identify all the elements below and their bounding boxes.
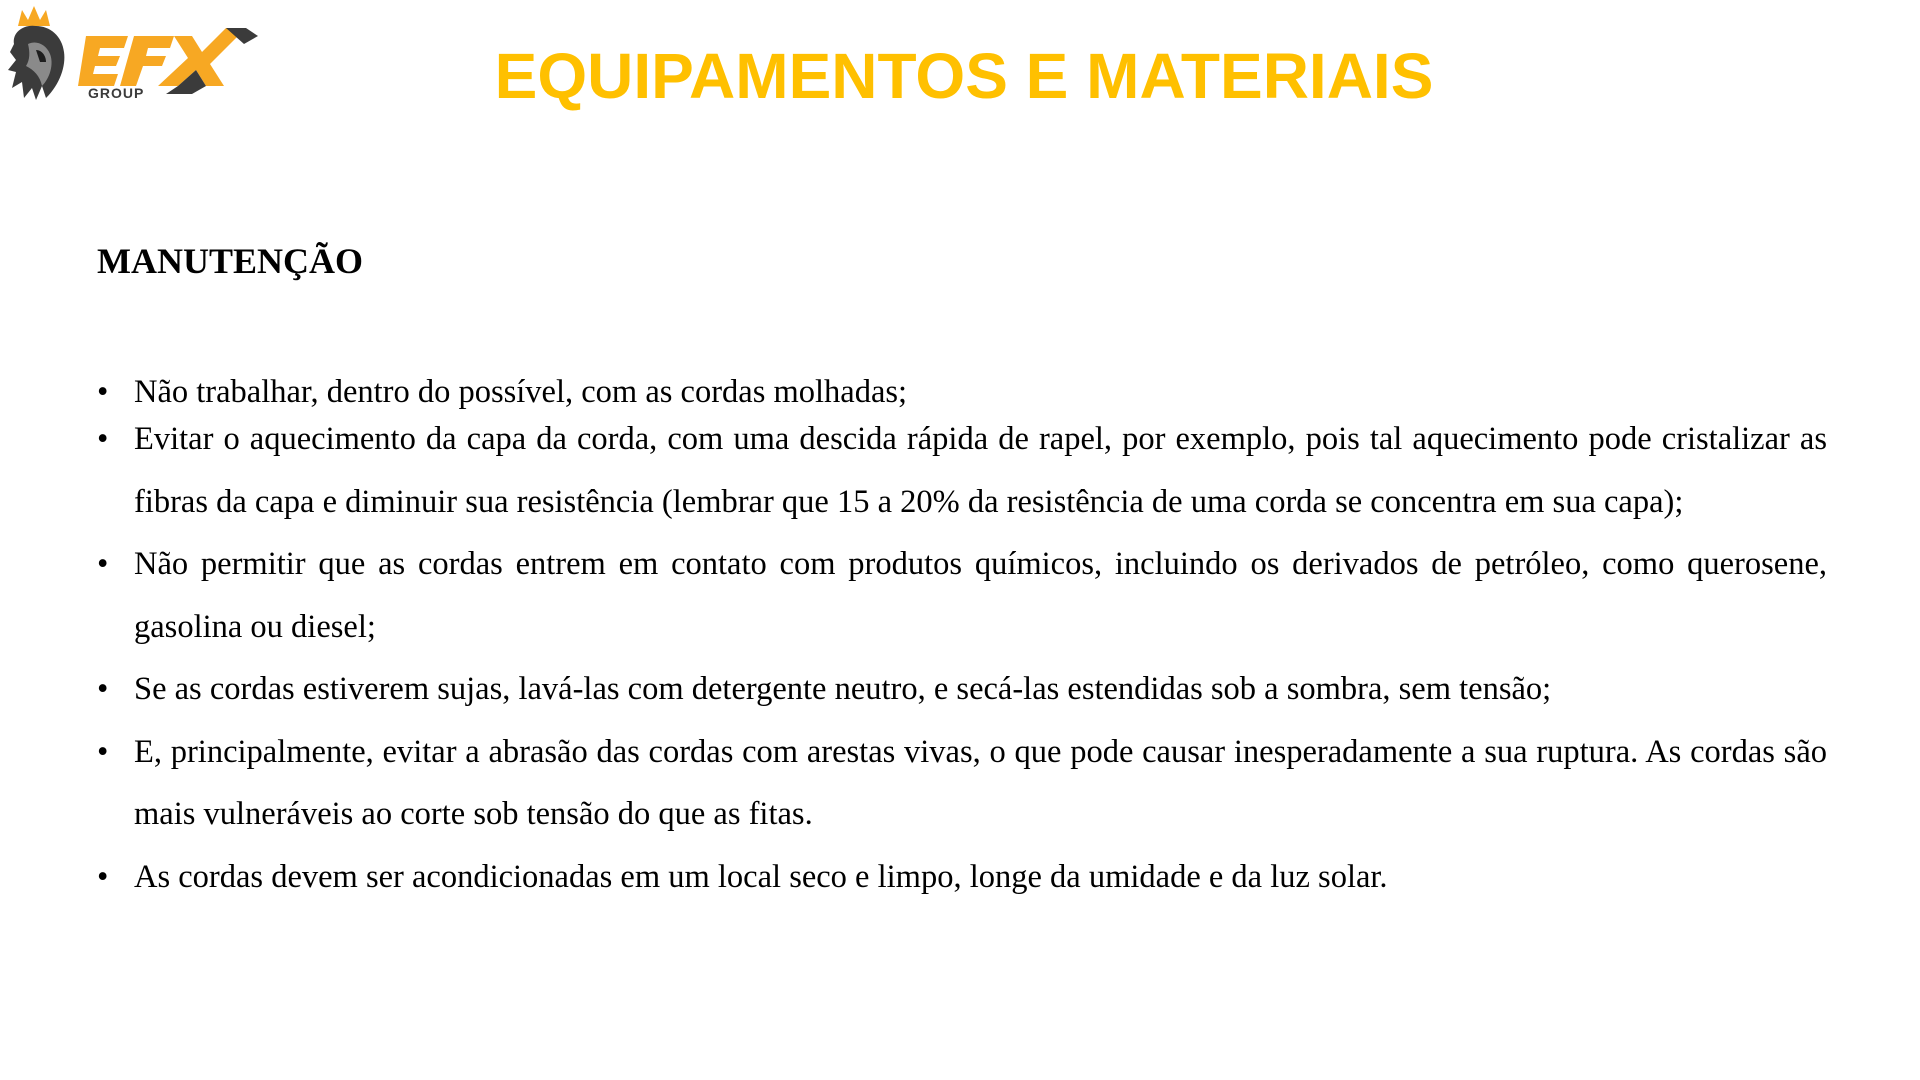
list-item xyxy=(97,408,1827,533)
list-item-text: Evitar o aquecimento da capa da corda, com uma descida rápida de rapel, por exemplo, pois tal aquecimento pode cristalizar as fibras da capa e diminuir sua resistência (lembrar que 15 a 20% da resistência de uma corda se concentra em sua capa); xyxy=(134,421,1827,520)
list-item-text: E, principalmente, evitar a abrasão das cordas com arestas vivas, o que pode causar inesperadamente a sua ruptura. As cordas são mais vulneráveis ao corte sob tensão do que as fitas. xyxy=(134,733,1827,832)
bullet-dot: • xyxy=(97,733,109,770)
bullet-list xyxy=(97,372,1827,908)
list-item-text: Se as cordas estiverem sujas, lavá-las com detergente neutro, e secá-las estendidas sob a sombra, sem tensão; xyxy=(134,671,1552,707)
list-item xyxy=(97,721,1827,846)
list-item-text: As cordas devem ser acondicionadas em um local seco e limpo, longe da umidade e da luz solar. xyxy=(134,858,1388,895)
list-item xyxy=(97,658,1827,721)
list-item-text: Não trabalhar, dentro do possível, com as cordas molhadas; xyxy=(134,374,908,410)
list-item-text: Não permitir que as cordas entrem em contato com produtos químicos, incluindo os derivados de petróleo, como querosene, gasolina ou diesel; xyxy=(134,546,1827,645)
svg-text:GROUP: GROUP xyxy=(88,85,145,101)
list-item xyxy=(97,372,1827,412)
bullet-dot: • xyxy=(97,374,109,410)
bullet-dot: • xyxy=(97,546,109,582)
bullet-dot: • xyxy=(97,421,109,457)
list-item xyxy=(97,533,1827,658)
bullet-dot: • xyxy=(97,671,109,707)
list-item xyxy=(97,846,1827,909)
bullet-dot: • xyxy=(97,858,109,895)
page-title: EQUIPAMENTOS E MATERIAIS xyxy=(494,40,1434,112)
section-heading: MANUTENÇÃO xyxy=(97,241,363,281)
